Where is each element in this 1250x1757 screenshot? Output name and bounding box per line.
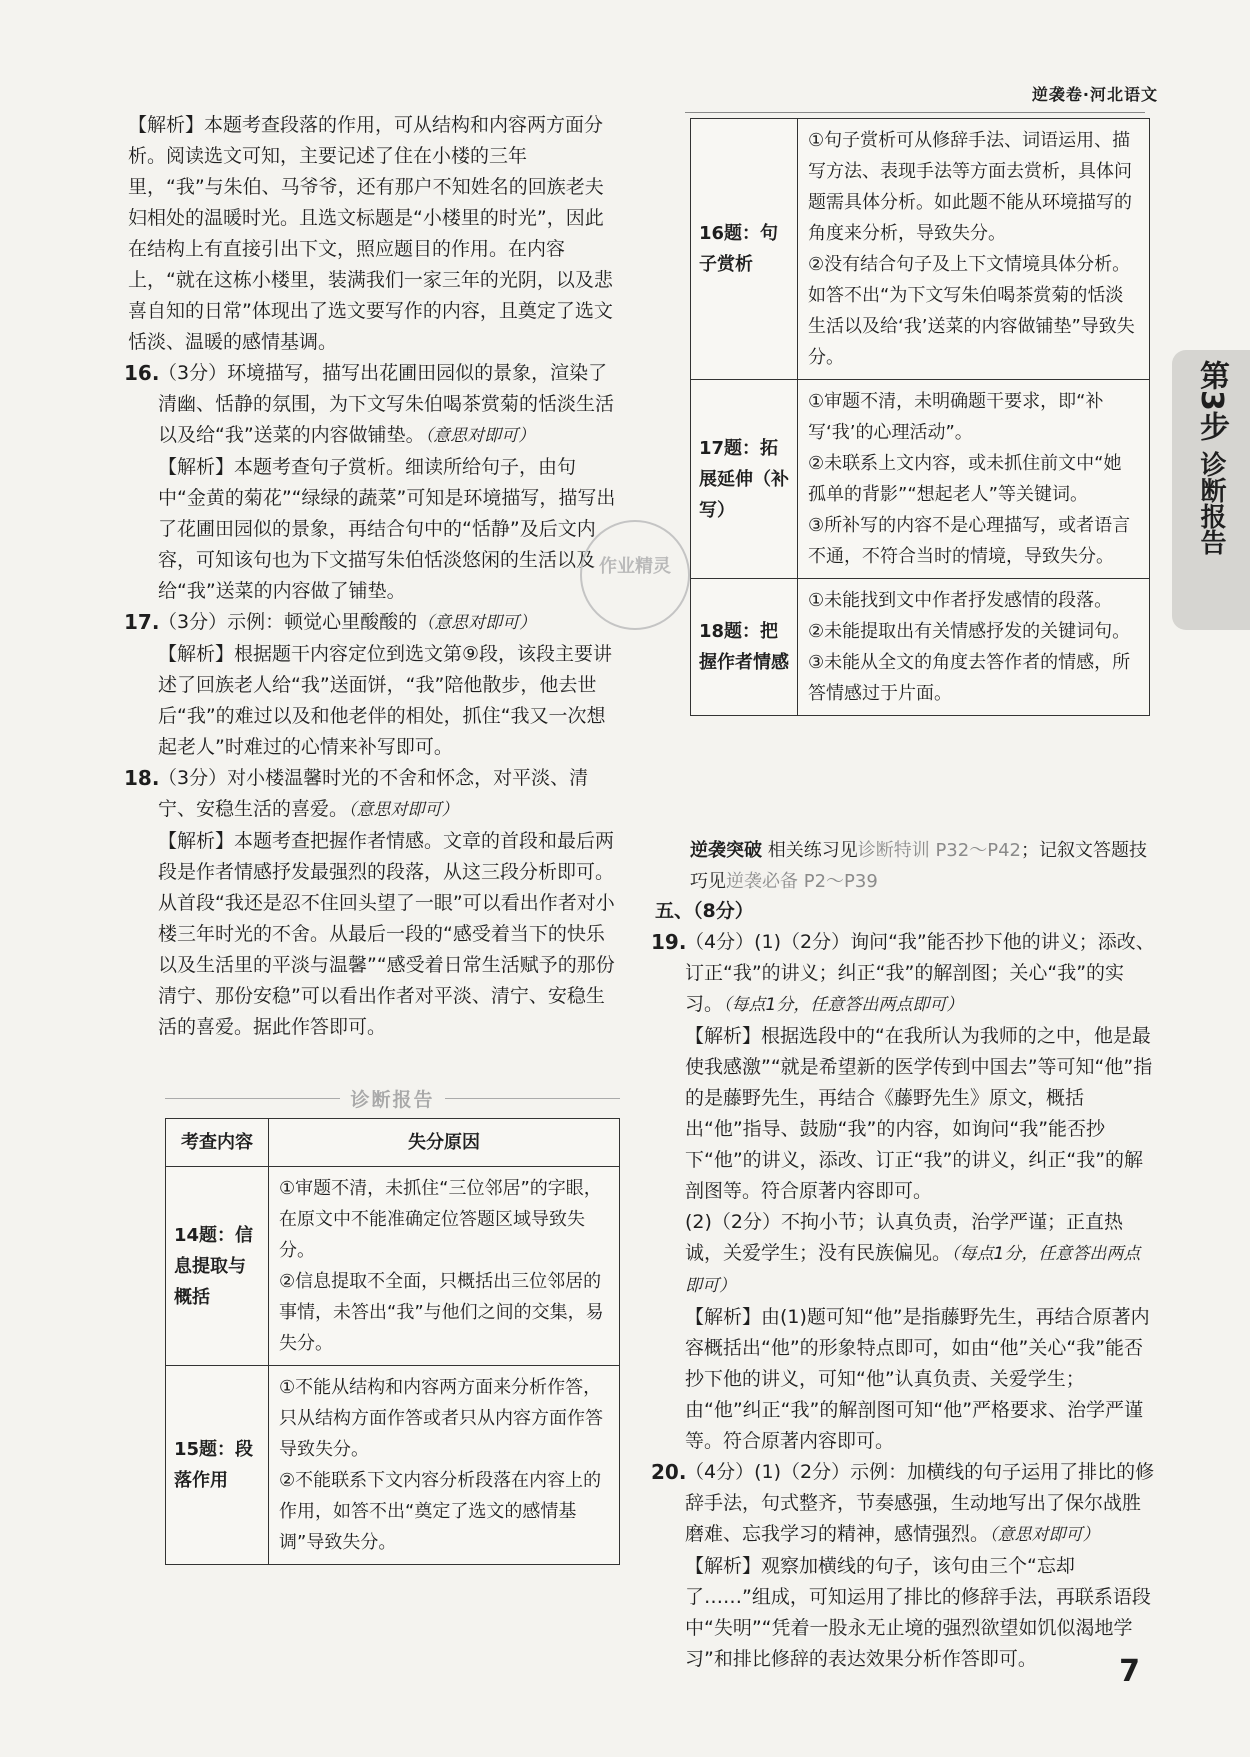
row-topic: 17题：拓展延伸（补写） xyxy=(691,380,798,579)
q17-number: 17. xyxy=(124,610,160,634)
question-17 xyxy=(124,607,620,763)
breakthrough-ref2: 逆袭必备 P2～P39 xyxy=(726,871,878,892)
q19-analysis-1: 【解析】根据选段中的“在我所认为我师的之中，他是最使我感激”“就是希望新的医学传到中国去”等可知“他”指的是藤野先生，再结合《藤野先生》原文，概括出“他”指导、鼓励“我”的内容，如询问“我”能否抄下“他”的讲义，添改、订正“我”的讲义，纠正“我”的解剖图等。符合原著内容即可。 xyxy=(685,1025,1153,1202)
q16-analysis: 【解析】本题考查句子赏析。细读所给句子，由句中“金黄的菊花”“绿绿的蔬菜”可知是环境描写，描写出了花圃田园似的景象，再结合句中的“恬静”及后文内容，可知该句也为下文描写朱伯恬淡悠闲的生活以及给“我”送菜的内容做了铺垫。 xyxy=(158,456,616,602)
col-header-content: 考查内容 xyxy=(166,1119,269,1167)
row-reason: ①句子赏析可从修辞手法、词语运用、描写方法、表现手法等方面去赏析，具体问题需具体分析。如此题不能从环境描写的角度来分析，导致失分。 ②没有结合句子及上下文情境具体分析。如答不出“为下文写朱伯喝茶赏菊的恬淡生活以及给‘我’送菜的内容做铺垫”导致失分。 xyxy=(798,119,1150,380)
table-row xyxy=(691,119,1150,380)
q16-note: （意思对即可） xyxy=(424,426,536,446)
right-column xyxy=(651,896,1155,1675)
row-topic: 14题：信息提取与概括 xyxy=(166,1167,269,1366)
left-column xyxy=(124,110,620,1043)
diagnosis-title: 诊断报告 xyxy=(165,1085,620,1112)
header-divider xyxy=(685,112,1145,113)
page-number: 7 xyxy=(1119,1654,1140,1689)
side-tab xyxy=(1172,350,1250,630)
breakthrough-text2: ；记叙文答题技巧见 xyxy=(690,840,1147,892)
q17-analysis: 【解析】根据题干内容定位到选文第⑨段，该段主要讲述了回族老人给“我”送面饼，“我”陪他散步，他去世后“我”的难过以及和他老伴的相处，抓住“我又一次想起老人”时难过的心情来补写即可。 xyxy=(158,643,613,758)
q19-analysis-2: 【解析】由(1)题可知“他”是指藤野先生，再结合原著内容概括出“他”的形象特点即可，如由“他”关心“我”能否抄下他的讲义，可知“他”认真负责、关爱学生；由“他”纠正“我”的解剖图可知“他”严格要求、治学严谨等。符合原著内容即可。 xyxy=(685,1306,1150,1452)
breakthrough-ref1: 诊断特训 P32～P42 xyxy=(857,840,1021,861)
q19-number: 19. xyxy=(651,930,687,954)
q19-note: （每点1分，任意答出两点即可） xyxy=(723,995,964,1015)
breakthrough-label: 逆袭突破 xyxy=(690,840,762,861)
side-tab-label: 诊断报告 xyxy=(1196,450,1226,555)
q18-analysis: 【解析】本题考查把握作者情感。文章的首段和最后两段是作者情感抒发最强烈的段落，从这三段分析即可。从首段“我还是忍不住回头望了一眼”可以看出作者对小楼三年时光的不舍。从最后一段的“感受着当下的快乐以及生活里的平淡与温馨”“感受着日常生活赋予的那份清宁、那份安稳”可以看出作者对平淡、清宁、安稳生活的喜爱。据此作答即可。 xyxy=(158,830,615,1038)
running-header: 逆袭卷·河北语文 xyxy=(1031,85,1158,104)
row-topic: 15题：段落作用 xyxy=(166,1366,269,1565)
q20-answer: （4分）(1)（2分）示例：加横线的句子运用了排比的修辞手法，句式整齐，节奏感强，生动地写出了保尔战胜磨难、忘我学习的精神，感情强烈。 xyxy=(685,1461,1155,1545)
q19-answer: （4分）(1)（2分）询问“我”能否抄下他的讲义；添改、订正“我”的讲义；纠正“我”的解剖图；关心“我”的实习。 xyxy=(685,931,1155,1015)
row-topic: 16题：句子赏析 xyxy=(691,119,798,380)
section-five: 五、（8分） xyxy=(655,900,754,922)
breakthrough-text1: 相关练习见 xyxy=(767,840,858,861)
row-reason: ①不能从结构和内容两方面来分析作答，只从结构方面作答或者只从内容方面作答导致失分。 ②不能联系下文内容分析段落在内容上的作用，如答不出“奠定了选文的感情基调”导致失分。 xyxy=(269,1366,620,1565)
q16-number: 16. xyxy=(124,361,160,385)
question-16 xyxy=(124,358,620,607)
q19-note2: （每点1分，任意答出两点即可） xyxy=(685,1244,1141,1296)
table-row xyxy=(691,579,1150,716)
question-20 xyxy=(651,1457,1155,1675)
col-header-reason: 失分原因 xyxy=(269,1119,620,1167)
q16-answer: （3分）环境描写，描写出花圃田园似的景象，渲染了清幽、恬静的氛围，为下文写朱伯喝茶赏菊的恬淡生活以及给“我”送菜的内容做铺垫。 xyxy=(158,362,615,446)
question-19 xyxy=(651,927,1155,1457)
q19-part2: (2)（2分）不拘小节；认真负责，治学严谨；正直热诚，关爱学生；没有民族偏见。 xyxy=(685,1211,1124,1264)
table-header-row xyxy=(166,1119,620,1167)
q18-number: 18. xyxy=(124,766,160,790)
row-reason: ①未能找到文中作者抒发感情的段落。 ②未能提取出有关情感抒发的关键词句。 ③未能从全文的角度去答作者的情感，所答情感过于片面。 xyxy=(798,579,1150,716)
question-18 xyxy=(124,763,620,1043)
q20-note: （意思对即可） xyxy=(989,1525,1100,1545)
table-row xyxy=(691,380,1150,579)
q20-number: 20. xyxy=(651,1460,687,1484)
q20-analysis: 【解析】观察加横线的句子，该句由三个“忘却了……”组成，可知运用了排比的修辞手法，再联系语段中“失明”“凭着一股永无止境的强烈欲望如饥似渴地学习”和排比修辞的表达效果分析作答即可。 xyxy=(685,1555,1151,1670)
table-row xyxy=(166,1167,620,1366)
diagnosis-table-right xyxy=(690,118,1150,716)
watermark-stamp: 作业精灵 xyxy=(580,520,690,630)
row-reason: ①审题不清，未明确题干要求，即“补写‘我’的心理活动”。 ②未联系上文内容，或未抓住前文中“她孤单的背影”“想起老人”等关键词。 ③所补写的内容不是心理描写，或者语言不通，不符合当时的情境，导致失分。 xyxy=(798,380,1150,579)
table-row xyxy=(166,1366,620,1565)
q18-answer: （3分）对小楼温馨时光的不舍和怀念，对平淡、清宁、安稳生活的喜爱。 xyxy=(158,767,589,820)
row-reason: ①审题不清，未抓住“三位邻居”的字眼，在原文中不能准确定位答题区域导致失分。 ②信息提取不全面，只概括出三位邻居的事情，未答出“我”与他们之间的交集，易失分。 xyxy=(269,1167,620,1366)
breakthrough-note xyxy=(690,835,1150,897)
side-tab-step: 第3步 xyxy=(1194,360,1229,441)
q17-note: （意思对即可） xyxy=(417,613,537,633)
q18-note: （意思对即可） xyxy=(348,800,459,820)
row-topic: 18题：把握作者情感 xyxy=(691,579,798,716)
analysis-15: 【解析】本题考查段落的作用，可从结构和内容两方面分析。阅读选文可知，主要记述了住在小楼的三年里，“我”与朱伯、马爷爷，还有那户不知姓名的回族老夫妇相处的温暖时光。且选文标题是“小楼里的时光”，因此在结构上有直接引出下文，照应题目的作用。在内容上，“就在这栋小楼里，装满我们一家三年的光阴，以及悲喜自知的日常”体现出了选文要写作的内容，且奠定了选文恬淡、温暖的感情基调。 xyxy=(128,114,613,353)
diagnosis-table-left xyxy=(165,1118,620,1565)
q17-answer: （3分）示例：顿觉心里酸酸的 xyxy=(158,611,418,633)
